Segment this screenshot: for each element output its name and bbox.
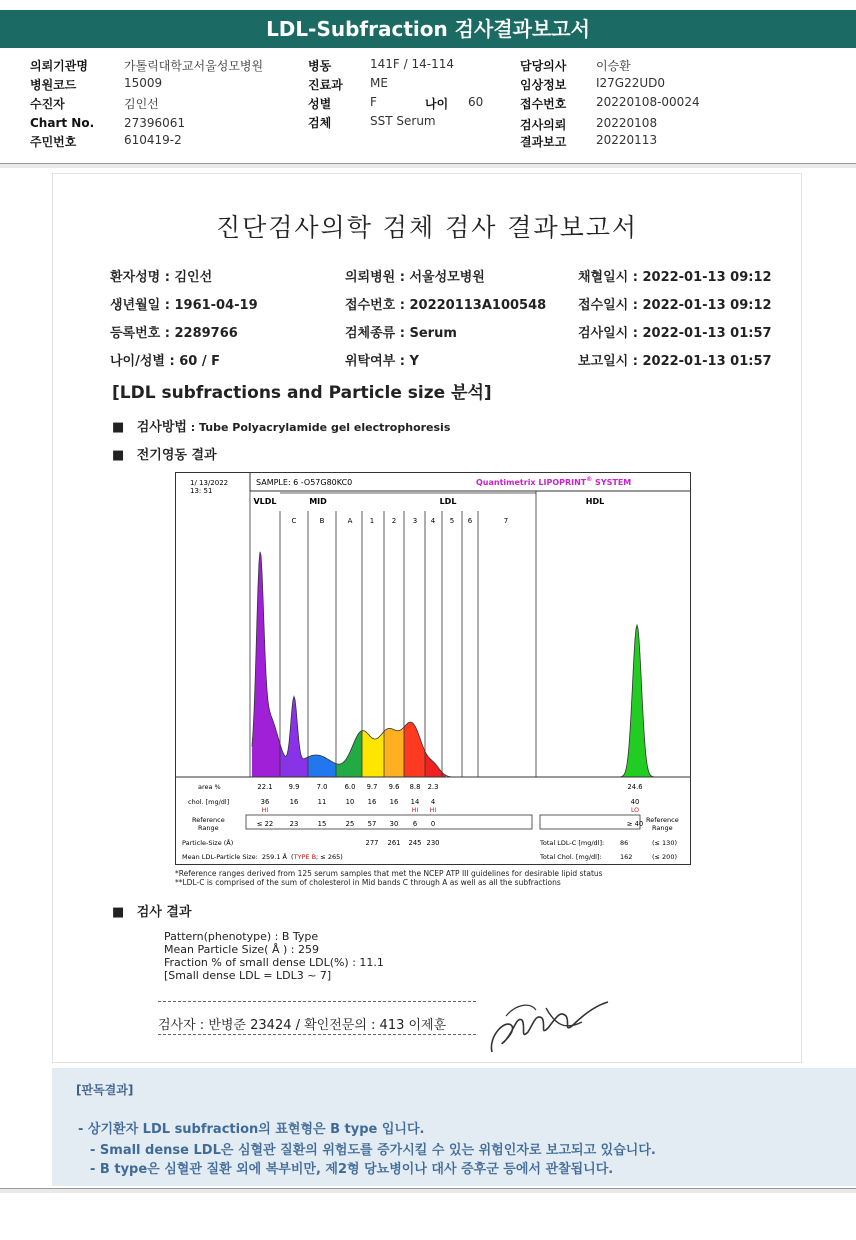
group-label-mid: MID <box>309 497 327 506</box>
bullet-icon: ■ <box>112 905 125 920</box>
header-value-age: 60 <box>468 95 484 109</box>
flag-value: HI <box>429 807 437 814</box>
band-fill <box>404 722 425 777</box>
area-pct-value: 7.0 <box>316 783 328 791</box>
header-value-report-date: 20220113 <box>596 133 658 147</box>
footnote-ldl-c: **LDL-C is comprised of the sum of cholesterol in Mid bands C through A as well as all the subfractions <box>175 878 561 887</box>
info-collection-time: 채혈일시 : 2022-01-13 09:12 <box>578 270 772 285</box>
area-pct-value: 22.1 <box>257 783 273 791</box>
reference-value: 0 <box>430 820 436 828</box>
reference-value: ≥ 40 <box>626 820 644 828</box>
group-label-ldl: LDL <box>439 497 457 506</box>
band-fill <box>280 697 308 778</box>
info-age-sex: 나이/성별 : 60 / F <box>110 354 221 369</box>
flag-value: HI <box>411 807 419 814</box>
chol-value: 36 <box>260 798 270 806</box>
info-test-time: 검사일시 : 2022-01-13 01:57 <box>578 326 772 341</box>
total-chol-value: 162 <box>620 853 633 861</box>
footer-divider-shadow <box>0 1189 856 1193</box>
band-label-5: 5 <box>449 517 455 525</box>
type-label: TYPE B <box>293 853 317 861</box>
total-ldl-value: 86 <box>620 839 629 847</box>
band-label-a: A <box>347 517 353 525</box>
group-label-vldl: VLDL <box>253 497 277 506</box>
row-label-chol: chol. [mg/dl] <box>188 798 230 806</box>
interpretation-title: [판독결과] <box>76 1083 134 1097</box>
mean-size-ref: ; ≤ 265) <box>316 853 343 861</box>
header-value-clinical-info: I27G22UD0 <box>596 76 666 90</box>
total-chol-ref: (≤ 200) <box>652 853 677 861</box>
interpretation-line-3: - B type은 심혈관 질환 외에 복부비만, 제2형 당뇨병이나 대사 증후군 등에서 관찰됩니다. <box>90 1162 614 1177</box>
reference-value: 15 <box>317 820 327 828</box>
chart-sample: SAMPLE: 6 -O57G80KC0 <box>256 478 353 487</box>
header-label-chart-no: Chart No. <box>30 116 95 130</box>
band-label-c: C <box>291 517 297 525</box>
header-label-institution: 의뢰기관명 <box>30 59 88 73</box>
electrophoresis-line <box>112 444 217 463</box>
registered-mark-icon: ® <box>586 476 593 483</box>
result-small-dense-definition: [Small dense LDL = LDL3 ~ 7] <box>164 969 332 982</box>
bullet-icon: ■ <box>112 448 125 463</box>
chol-value: 40 <box>630 798 640 806</box>
reference-value: 23 <box>289 820 299 828</box>
method-line <box>112 416 450 435</box>
section-title: [LDL subfractions and Particle size 분석] <box>112 383 492 403</box>
method-label: 검사방법 <box>136 420 187 435</box>
reference-value: ≤ 22 <box>256 820 274 828</box>
header-label-request-date: 검사의뢰 <box>520 118 567 132</box>
info-requesting-hospital: 의뢰병원 : 서울성모병원 <box>345 270 485 285</box>
row-label-range-right: Range <box>652 824 673 832</box>
method-value: : Tube Polyacrylamide gel electrophoresis <box>186 421 451 434</box>
row-label-particle-size: Particle-Size (Å) <box>182 839 234 847</box>
header-value-chart-no: 27396061 <box>124 116 186 130</box>
chol-value: 16 <box>289 798 299 806</box>
area-pct-value: 6.0 <box>344 783 356 791</box>
interpretation-line-1: - 상기환자 LDL subfraction의 표현형은 B type 입니다. <box>78 1122 425 1137</box>
result-phenotype: Pattern(phenotype) : B Type <box>164 930 319 943</box>
band-label-3: 3 <box>412 517 418 525</box>
band-fill <box>308 755 336 777</box>
reference-value: 57 <box>367 820 377 828</box>
chart-brand-name: Quantimetrix LIPOPRINT <box>476 478 587 487</box>
info-registration-no: 등록번호 : 2289766 <box>110 326 238 341</box>
area-pct-value: 9.9 <box>288 783 300 791</box>
report-title: 진단검사의학 검체 검사 결과보고서 <box>215 213 639 242</box>
mean-size-label: Mean LDL-Particle Size: <box>182 853 258 861</box>
header-label-physician: 담당의사 <box>520 59 567 73</box>
result-heading-line <box>112 901 191 920</box>
row-label-area: area % <box>198 783 221 791</box>
signature-divider-top <box>158 1001 476 1002</box>
chol-value: 16 <box>367 798 377 806</box>
chol-value: 16 <box>389 798 399 806</box>
info-report-time: 보고일시 : 2022-01-13 01:57 <box>578 354 772 369</box>
row-label-reference: Reference <box>192 816 225 824</box>
handwritten-signature <box>486 996 610 1058</box>
particle-size-value: 261 <box>387 839 401 847</box>
header-label-specimen: 검체 <box>308 116 332 130</box>
area-pct-value: 9.7 <box>366 783 378 791</box>
chart-date: 1/ 13/2022 <box>190 479 229 487</box>
total-ldl-ref: (≤ 130) <box>652 839 677 847</box>
band-label-2: 2 <box>391 517 397 525</box>
chart-time: 13: 51 <box>190 487 213 495</box>
band-label-4: 4 <box>430 517 436 525</box>
header-value-hospital-code: 15009 <box>124 76 163 90</box>
info-outsourced: 위탁여부 : Y <box>345 354 419 369</box>
header-value-department: ME <box>370 76 388 90</box>
reference-box-hdl <box>540 815 640 829</box>
mean-size-value: 259.1 Å <box>261 853 287 861</box>
reference-value: 25 <box>345 820 355 828</box>
area-pct-value: 9.6 <box>388 783 400 791</box>
header-value-physician: 이승환 <box>596 59 631 73</box>
band-fills <box>252 552 656 777</box>
signature-line: 검사자 : 반병준 23424 / 확인전문의 : 413 이제훈 <box>158 1018 447 1033</box>
result-heading: 검사 결과 <box>136 905 192 920</box>
header-label-report-date: 결과보고 <box>520 135 567 149</box>
header-label-ward: 병동 <box>308 59 332 73</box>
header-value-request-date: 20220108 <box>596 116 658 130</box>
header-divider-shadow <box>0 164 856 168</box>
info-receipt-time: 접수일시 : 2022-01-13 09:12 <box>578 298 772 313</box>
lipoprint-chart-svg <box>176 473 690 864</box>
particle-size-value: 277 <box>365 839 379 847</box>
interpretation-line-2: - Small dense LDL은 심혈관 질환의 위험도를 증가시킬 수 있는 위험인자로 보고되고 있습니다. <box>90 1143 656 1158</box>
signature-divider-bottom <box>158 1034 476 1035</box>
group-label-hdl: HDL <box>585 497 605 506</box>
header-value-institution: 가톨릭대학교서울성모병원 <box>124 59 264 73</box>
chol-value: 10 <box>345 798 355 806</box>
info-birth-date: 생년월일 : 1961-04-19 <box>110 298 258 313</box>
band-fill <box>616 625 656 777</box>
info-patient-name: 환자성명 : 김인선 <box>110 270 213 285</box>
row-label-range: Range <box>198 824 219 832</box>
band-label-7: 7 <box>503 517 509 525</box>
header-label-age: 나이 <box>425 97 449 111</box>
band-fill <box>362 731 384 777</box>
flag-value: HI <box>261 807 269 814</box>
result-small-dense-fraction: Fraction % of small dense LDL(%) : 11.1 <box>164 956 384 969</box>
chart-brand-suffix: SYSTEM <box>592 478 632 487</box>
reference-value: 30 <box>389 820 399 828</box>
header-value-specimen: SST Serum <box>370 114 436 128</box>
particle-size-value: 230 <box>426 839 440 847</box>
area-pct-value: 8.8 <box>409 783 421 791</box>
flag-value: LO <box>630 807 640 814</box>
result-mean-size: Mean Particle Size( Å ) : 259 <box>164 943 319 956</box>
area-pct-value: 24.6 <box>627 783 643 791</box>
row-label-reference-right: Reference <box>646 816 679 824</box>
header-label-hospital-code: 병원코드 <box>30 78 77 92</box>
chol-value: 4 <box>430 798 436 806</box>
header-value-patient: 김인선 <box>124 97 159 111</box>
band-fill <box>252 552 280 777</box>
footnote-reference: *Reference ranges derived from 125 serum samples that met the NCEP ATP III guidelines for desirable lipid status <box>175 869 603 878</box>
chol-value: 14 <box>410 798 420 806</box>
chart-brand <box>476 476 631 487</box>
header-label-patient: 수진자 <box>30 97 65 111</box>
header-label-resident-no: 주민번호 <box>30 135 77 149</box>
header-value-receipt-no: 20220108-00024 <box>596 95 700 109</box>
header-value-sex: F <box>370 95 377 109</box>
report-header-title: LDL-Subfraction 검사결과보고서 <box>0 10 856 48</box>
profile-curve <box>252 552 656 777</box>
area-pct-value: 2.3 <box>427 783 439 791</box>
header-label-receipt-no: 접수번호 <box>520 97 567 111</box>
total-chol-label: Total Chol. [mg/dl]: <box>540 853 602 861</box>
row-label-mean-size <box>182 852 343 861</box>
band-label-6: 6 <box>467 517 473 525</box>
header-value-resident-no: 610419-2 <box>124 133 182 147</box>
header-label-department: 진료과 <box>308 78 343 92</box>
info-specimen-type: 검체종류 : Serum <box>345 326 457 341</box>
mean-size-paren: ( <box>291 853 294 861</box>
info-accession-no: 접수번호 : 20220113A100548 <box>345 298 547 313</box>
band-label-b: B <box>319 517 325 525</box>
reference-value: 6 <box>412 820 418 828</box>
band-fill <box>384 727 404 777</box>
header-label-sex: 성별 <box>308 97 332 111</box>
particle-size-value: 245 <box>408 839 422 847</box>
bullet-icon: ■ <box>112 420 125 435</box>
band-label-1: 1 <box>369 517 375 525</box>
electrophoresis-label: 전기영동 결과 <box>136 448 217 463</box>
total-ldl-label: Total LDL-C [mg/dl]: <box>540 839 605 847</box>
lipoprint-chart <box>175 472 691 865</box>
header-label-clinical-info: 임상정보 <box>520 78 567 92</box>
header-value-ward: 141F / 14-114 <box>370 57 454 71</box>
chol-value: 11 <box>317 798 327 806</box>
